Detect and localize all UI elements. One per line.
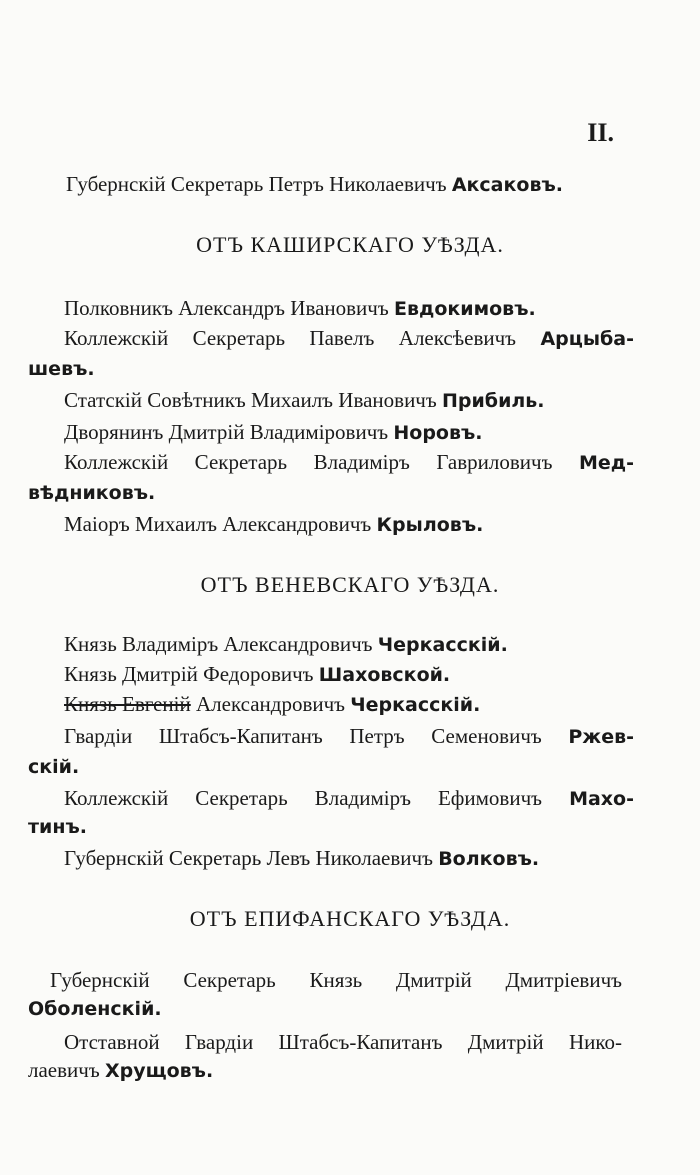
- surname: Махо-: [569, 788, 634, 810]
- text-line: [64, 846, 634, 871]
- line-text: Губернскій Секретарь Князь Дмитрій Дмитріевичъ: [50, 968, 622, 992]
- surname: Арцыба-: [540, 328, 634, 350]
- text-line: [64, 388, 634, 413]
- text-line: [28, 996, 598, 1021]
- line-text: Коллежскій Секретарь Павелъ Алексѣевичъ: [64, 326, 517, 350]
- line-text: Маіоръ Михаилъ Александровичъ: [64, 512, 372, 536]
- surname: Аксаковъ.: [451, 174, 563, 196]
- surname: тинъ.: [28, 816, 87, 838]
- surname: Норовъ.: [393, 422, 483, 444]
- surname: вѣдниковъ.: [28, 482, 156, 504]
- text-line: [64, 724, 634, 749]
- surname: Крыловъ.: [376, 514, 484, 536]
- text-line: [28, 356, 598, 381]
- text-line: [28, 754, 598, 779]
- surname: Прибиль.: [441, 390, 545, 412]
- line-text: лаевичъ: [28, 1058, 100, 1082]
- line-text: Князь Владиміръ Александровичъ: [64, 632, 373, 656]
- surname: Хрущовъ.: [104, 1060, 214, 1082]
- text-line: [64, 786, 634, 811]
- text-line: [64, 1030, 622, 1055]
- line-text: Гвардіи Штабсъ-Капитанъ Петръ Семеновичъ: [64, 724, 542, 748]
- text-line: [66, 172, 636, 197]
- section-heading: ОТЪ ЕПИФАНСКАГО УѢЗДА.: [189, 906, 511, 931]
- line-text: Полковникъ Александръ Ивановичъ: [64, 296, 389, 320]
- struck-text: Князь Евгеній: [64, 692, 191, 716]
- surname: Евдокимовъ.: [393, 298, 536, 320]
- surname: Ржев-: [568, 726, 635, 748]
- text-line: [64, 692, 634, 717]
- text-line: [28, 1058, 598, 1083]
- surname: Волковъ.: [438, 848, 540, 870]
- line-text: Александровичъ: [196, 692, 346, 716]
- text-line: [64, 662, 634, 687]
- text-line: [64, 420, 634, 445]
- line-text: Губернскій Секретарь Левъ Николаевичъ: [64, 846, 433, 870]
- text-line: [50, 968, 622, 993]
- surname: Черкасскій.: [377, 634, 508, 656]
- text-line: [64, 296, 634, 321]
- line-text: Князь Дмитрій Федоровичъ: [64, 662, 314, 686]
- surname: Мед-: [578, 452, 634, 474]
- text-line: [64, 512, 634, 537]
- surname: Черкасскій.: [350, 694, 481, 716]
- line-text: Губернскій Секретарь Петръ Николаевичъ: [66, 172, 447, 196]
- surname: Шаховской.: [318, 664, 451, 686]
- text-line: [64, 326, 634, 351]
- text-line: [64, 632, 634, 657]
- section-heading: ОТЪ ВЕНЕВСКАГО УѢЗДА.: [200, 572, 500, 597]
- section-heading: ОТЪ КАШИРСКАГО УѢЗДА.: [196, 232, 504, 257]
- line-text: Коллежскій Секретарь Владиміръ Ефимовичъ: [64, 786, 543, 810]
- line-text: Статскій Совѣтникъ Михаилъ Ивановичъ: [64, 388, 437, 412]
- text-line: [28, 814, 598, 839]
- surname: шевъ.: [28, 358, 95, 380]
- page-number: II.: [587, 118, 614, 147]
- text-line: [28, 480, 598, 505]
- text-line: [64, 450, 634, 475]
- surname: скій.: [28, 756, 80, 778]
- line-text: Коллежскій Секретарь Владиміръ Гавриловичъ: [64, 450, 553, 474]
- surname: Оболенскій.: [28, 998, 162, 1020]
- line-text: Отставной Гвардіи Штабсъ-Капитанъ Дмитрій Нико-: [64, 1030, 622, 1054]
- line-text: Дворянинъ Дмитрій Владиміровичъ: [64, 420, 389, 444]
